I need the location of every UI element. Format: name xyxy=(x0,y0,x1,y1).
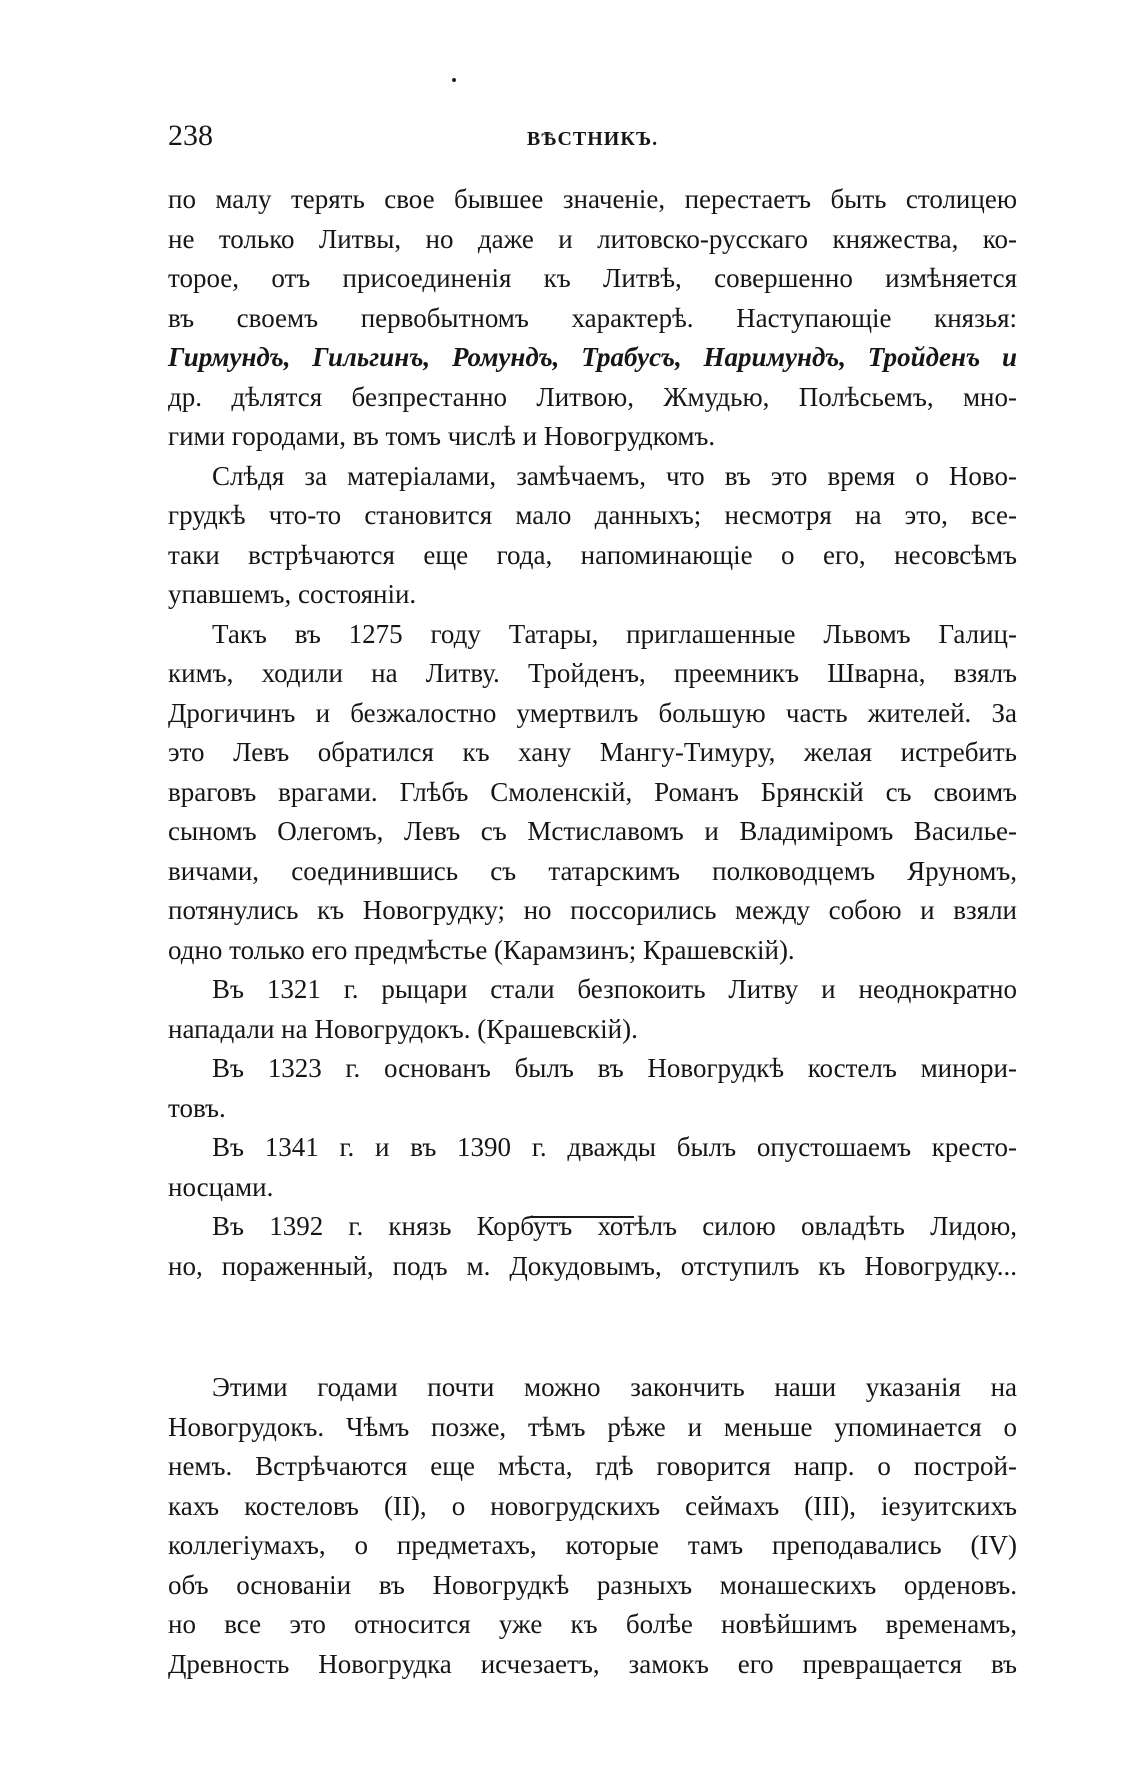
text-line: гими городами, въ томъ числѣ и Новогрудкомъ. xyxy=(168,421,716,451)
text-line: одно только его предмѣстье (Карамзинъ; Крашевскій). xyxy=(168,934,795,965)
text-line: Этими годами почти можно закончить наши указанія на xyxy=(212,1372,1017,1402)
text-line: Въ 1323 г. основанъ былъ въ Новогрудкѣ костелъ минори- xyxy=(212,1053,1017,1083)
print-speck xyxy=(452,78,456,82)
text-line: таки встрѣчаются еще года, напоминающіе о его, несовсѣмъ xyxy=(168,539,1017,570)
text-line: товъ. xyxy=(168,1092,226,1123)
text-line: сыномъ Олегомъ, Левъ съ Мстиславомъ и Владиміромъ Василье- xyxy=(168,816,1017,846)
text-line: но, пораженный, подъ м. Докудовымъ, отступилъ къ Новогрудку... xyxy=(168,1250,1017,1281)
text-line: торое, отъ присоединенія къ Литвѣ, совершенно измѣняется xyxy=(168,263,1017,293)
text-line: враговъ врагами. Глѣбъ Смоленскій, Романъ Брянскій съ своимъ xyxy=(168,776,1017,807)
running-head xyxy=(168,118,1017,158)
text-line: вичами, соединившись съ татарскимъ полководцемъ Яруномъ, xyxy=(168,855,1017,886)
text-line: упавшемъ, состояніи. xyxy=(168,579,417,609)
text-line: грудкѣ что-то становится мало данныхъ; несмотря на это, все- xyxy=(168,500,1017,530)
text-line: это Левъ обратился къ хану Мангу-Тимуру, желая истребить xyxy=(168,737,1017,767)
text-line: Новогрудокъ. Чѣмъ позже, тѣмъ рѣже и меньше упоминается о xyxy=(168,1411,1017,1442)
text-line: кимъ, ходили на Литву. Тройденъ, преемникъ Шварна, взялъ xyxy=(168,658,1017,688)
text-line: носцами. xyxy=(168,1171,274,1202)
text-line: Дрогичинъ и безжалостно умертвилъ большую часть жителей. За xyxy=(168,697,1017,728)
text-line: Такъ въ 1275 году Татары, приглашенные Львомъ Галиц- xyxy=(212,618,1017,649)
text-line: Древность Новогрудка исчезаетъ, замокъ его превращается въ xyxy=(168,1648,1017,1679)
text-line: Въ 1392 г. князь Корбутъ хотѣлъ силою овладѣть Лидою, xyxy=(212,1211,1017,1241)
text-line: не только Литвы, но даже и литовско-русскаго княжества, ко- xyxy=(168,223,1017,254)
main-text-block xyxy=(168,180,1017,1286)
text-line: объ основаніи въ Новогрудкѣ разныхъ монашескихъ орденовъ. xyxy=(168,1569,1017,1600)
journal-title: ВѢСТНИКЪ. xyxy=(526,128,659,150)
text-line: Въ 1341 г. и въ 1390 г. дважды былъ опустошаемъ кресто- xyxy=(212,1132,1017,1162)
section-divider xyxy=(530,1216,634,1218)
text-line: Въ 1321 г. рыцари стали безпокоить Литву и неоднократно xyxy=(212,974,1017,1004)
text-line: по малу терять свое бывшее значеніе, перестаетъ быть столицею xyxy=(168,184,1017,214)
text-line: кахъ костеловъ (II), о новогрудскихъ сеймахъ (III), іезуитскихъ xyxy=(168,1490,1017,1521)
text-line: др. дѣлятся безпрестанно Литвою, Жмудью, Полѣсьемъ, мно- xyxy=(168,381,1017,412)
text-line: Слѣдя за матеріалами, замѣчаемъ, что въ это время о Ново- xyxy=(212,460,1017,491)
text-line: коллегіумахъ, о предметахъ, которые тамъ преподавались (IV) xyxy=(168,1530,1017,1560)
text-line: Гирмундъ, Гильгинъ, Ромундъ, Трабусъ, Наримундъ, Тройденъ и xyxy=(168,342,1017,372)
text-line: въ своемъ первобытномъ характерѣ. Наступающіе князья: xyxy=(168,302,1017,333)
text-line: потянулись къ Новогрудку; но поссорились между собою и взяли xyxy=(168,895,1017,925)
text-line: нападали на Новогрудокъ. (Крашевскій). xyxy=(168,1013,638,1044)
text-line: но все это относится уже къ болѣе новѣйшимъ временамъ, xyxy=(168,1609,1017,1639)
continuation-text-block xyxy=(168,1368,1017,1684)
page-number: 238 xyxy=(168,119,213,152)
text-line: немъ. Встрѣчаются еще мѣста, гдѣ говорится напр. о построй- xyxy=(168,1451,1017,1481)
